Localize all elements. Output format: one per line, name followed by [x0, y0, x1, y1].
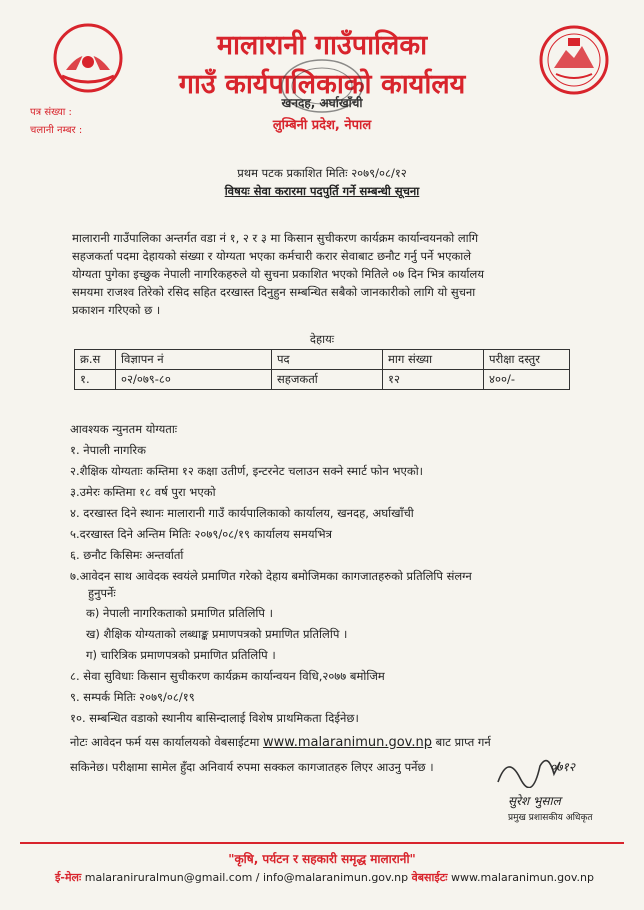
email-addresses[interactable]: malaraniruralmun@gmail.com / info@malaranimun.gov.np — [84, 871, 409, 884]
intro-line: योग्यता पुगेका इच्छुक नेपाली नागरिकहरुले यो सुचना प्रकाशित भएको मितिले ०७ दिन भित्र कार्यालय — [72, 267, 484, 281]
qualification-heading: आवश्यक न्युनतम योग्यताः — [70, 422, 178, 436]
table-header-cell: परीक्षा दस्तुर — [484, 350, 570, 370]
table-cell: १२ — [383, 370, 484, 390]
note-prefix: नोटः आवेदन फर्म यस कार्यालयको वेबसाईटमा — [70, 735, 260, 749]
table-cell: सहजकर्ता — [272, 370, 383, 390]
list-item: २.शैक्षिक योग्यताः कम्तिमा १२ कक्षा उतीर्ण, इन्टरनेट चलाउन सक्ने स्मार्ट फोन भएको। — [70, 464, 424, 478]
intro-line: सहजकर्ता पदमा देहायको संख्या र योग्यता भएका कर्मचारी करार सेवाबाट छनौट गर्नु पर्ने भएकाले — [72, 249, 472, 263]
table-header-cell: विज्ञापन नं — [116, 350, 272, 370]
office-title-line1: मालारानी गाउँपालिका — [216, 30, 428, 61]
list-item: हुनुपर्नेः — [88, 586, 116, 600]
table-caption: देहायः — [309, 332, 335, 346]
signature-date: ०७१२ — [550, 760, 575, 774]
list-item: ५.दरखास्त दिने अन्तिम मितिः २०७९/०८/१९ कार्यालय समयभित्र — [70, 527, 332, 541]
footer-divider — [20, 842, 624, 844]
signature-scrawl-icon — [478, 748, 618, 788]
table-header-cell: माग संख्या — [383, 350, 484, 370]
ref-patra-label: पत्र संख्या : — [30, 107, 72, 118]
footer-website[interactable]: www.malaranimun.gov.np — [451, 871, 594, 884]
list-item: क) नेपाली नागरिकताको प्रमाणित प्रतिलिपि । — [86, 606, 273, 620]
signatory-role: प्रमुख प्रशासकीय अधिकृत — [508, 813, 593, 823]
table-cell: ४००/- — [484, 370, 570, 390]
office-title-line2: गाउँ कार्यपालिकाको कार्यालय — [178, 69, 466, 100]
office-location: खनदह, अर्घाखाँची — [281, 96, 363, 110]
list-item: ग) चारित्रिक प्रमाणपत्रको प्रमाणित प्रतिलिपि । — [86, 648, 276, 662]
office-stamp-icon — [280, 58, 364, 114]
table-header-row — [75, 350, 570, 370]
note-line2: सकिनेछ। परीक्षामा सामेल हुँदा अनिवार्य रुपमा सक्कल कागजातहरु लिएर आउनु पर्नेछ । — [70, 760, 434, 774]
table-header-cell: पद — [272, 350, 383, 370]
signature-block — [478, 748, 618, 823]
list-item: ७.आवेदन साथ आवेदक स्वयंले प्रमाणित गरेको देहाय बमोजिमका कागजातहरुको प्रतिलिपि संलग्न — [70, 569, 472, 583]
list-item: १. नेपाली नागरिक — [70, 443, 146, 457]
email-label: ई-मेलः — [55, 871, 82, 884]
published-date: प्रथम पटक प्रकाशित मितिः २०७९/०८/१२ — [237, 166, 407, 180]
website-link[interactable]: www.malaranimun.gov.np — [262, 735, 432, 750]
signatory-name: सुरेश भुसाल — [508, 794, 561, 808]
list-item: ६. छनौट किसिमः अन्तर्वार्ता — [70, 548, 184, 562]
footer-contact — [55, 870, 594, 885]
website-label: वेबसाईटः — [411, 871, 448, 884]
list-item: ८. सेवा सुविधाः किसान सुचीकरण कार्यक्रम कार्यान्वयन विधि,२०७७ बमोजिम — [70, 669, 385, 683]
table-cell: १. — [75, 370, 116, 390]
footer-slogan: "कृषि, पर्यटन र सहकारी समृद्ध मालारानी" — [228, 852, 416, 866]
ref-chalani-label: चलानी नम्बर : — [30, 125, 83, 136]
office-province: लुम्बिनी प्रदेश, नेपाल — [272, 118, 372, 133]
list-item: ९. सम्पर्क मितिः २०७९/०८/१९ — [70, 690, 195, 704]
intro-line: समयमा राजश्व तिरेको रसिद सहित दरखास्त दिनुहुन सम्बन्धित सबैको जानकारीको लागि यो सुचना — [72, 285, 476, 299]
vacancy-table — [74, 349, 570, 390]
intro-line: प्रकाशन गरिएको छ । — [72, 303, 161, 317]
table-cell: ०२/०७९-८० — [116, 370, 272, 390]
intro-paragraph — [72, 229, 592, 319]
table-header-cell: क्र.स — [75, 350, 116, 370]
list-item: ३.उमेरः कम्तिमा १८ वर्ष पुरा भएको — [70, 485, 216, 499]
note-suffix: बाट प्राप्त गर्न — [435, 735, 491, 749]
list-item: ४. दरखास्त दिने स्थानः मालारानी गाउँ कार्यपालिकाको कार्यालय, खनदह, अर्घाखाँची — [70, 506, 414, 520]
intro-line: मालारानी गाउँपालिका अन्तर्गत वडा नं १, २ र ३ मा किसान सुचीकरण कार्यक्रम कार्यान्वयनको लागि — [72, 231, 479, 245]
list-item: १०. सम्बन्धित वडाको स्थानीय बासिन्दालाई विशेष प्राथमिकता दिईनेछ। — [70, 711, 359, 725]
table-row — [75, 370, 570, 390]
list-item: ख) शैक्षिक योग्यताको लब्धाङ्क प्रमाणपत्रको प्रमाणित प्रतिलिपि । — [86, 627, 348, 641]
note-line1 — [70, 735, 491, 750]
notice-subject: विषयः सेवा करारमा पदपुर्ति गर्ने सम्बन्धी सूचना — [224, 184, 420, 198]
